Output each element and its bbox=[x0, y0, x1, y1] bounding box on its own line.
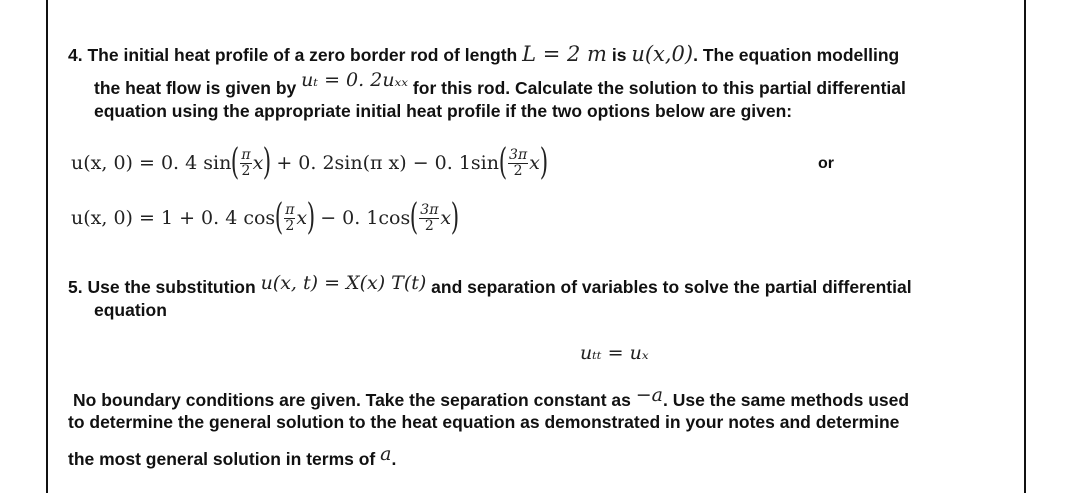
q4-line3: equation using the appropriate initial heat profile if the two options below are given: bbox=[94, 101, 793, 121]
right-paren: ) bbox=[306, 197, 316, 238]
q5-number: 5. bbox=[68, 277, 83, 297]
option1-frac1-den: 2 bbox=[241, 162, 251, 179]
right-paren: ) bbox=[450, 197, 460, 238]
q5-line1-text: Use the substitution bbox=[87, 277, 256, 297]
q5-line1 bbox=[68, 272, 912, 298]
option1-lhs: u(x, 0) = 0. 4 sin bbox=[71, 152, 232, 174]
option2-frac1-den: 2 bbox=[285, 217, 295, 234]
option2-frac1-num: π bbox=[285, 201, 295, 218]
left-paren: ( bbox=[274, 197, 284, 238]
option2-lhs: u(x, 0) = 1 + 0. 4 cos bbox=[71, 207, 276, 229]
q4-line2-end: for this rod. Calculate the solution to this partial differential bbox=[412, 78, 906, 98]
q5-para3-end: . bbox=[391, 449, 397, 469]
q5-para1 bbox=[73, 384, 910, 411]
q4-line1 bbox=[68, 42, 899, 66]
q4-line1-text: The initial heat profile of a zero border rod of length bbox=[87, 45, 518, 65]
q5-line1-end: and separation of variables to solve the partial differential bbox=[431, 277, 912, 297]
option1-frac1-num: π bbox=[241, 146, 251, 163]
q4-number: 4. bbox=[68, 45, 83, 65]
option2-var2: x bbox=[440, 207, 452, 229]
q5-sub-math: u(x, t) = X(x) T(t) bbox=[260, 272, 427, 294]
option1-equation bbox=[71, 140, 548, 186]
q4-line2-text: the heat flow is given by bbox=[94, 78, 297, 98]
left-paren: ( bbox=[231, 142, 240, 183]
option2-frac2 bbox=[419, 203, 439, 233]
option2-equation bbox=[71, 195, 459, 241]
option2-middle: − 0. 1cos bbox=[320, 207, 411, 229]
option1-frac1 bbox=[240, 148, 251, 178]
q4-line1-end: . The equation modelling bbox=[693, 45, 900, 65]
q4-length-math: L = 2 m bbox=[522, 42, 607, 66]
right-paren: ) bbox=[539, 142, 549, 183]
q4-is-text: is bbox=[611, 45, 627, 65]
q5-const-math: −a bbox=[635, 384, 663, 406]
option2-frac2-den: 2 bbox=[424, 217, 434, 234]
q5-a-math: a bbox=[380, 443, 392, 465]
option2-frac2-num: 3π bbox=[420, 201, 439, 218]
left-paren: ( bbox=[410, 197, 419, 238]
option1-frac3-num: 3π bbox=[509, 146, 528, 163]
left-paren: ( bbox=[498, 142, 508, 183]
q4-pde-math: uₜ = 0. 2uₓₓ bbox=[301, 69, 409, 91]
q5-pde-math: uₜₜ = uₓ bbox=[580, 342, 649, 364]
option2-frac1 bbox=[284, 203, 295, 233]
q5-line2: equation bbox=[94, 300, 167, 320]
q5-para1-end: . Use the same methods used bbox=[662, 390, 910, 410]
q4-profile-math: u(x,0) bbox=[631, 42, 694, 66]
q5-para1-text: No boundary conditions are given. Take the separation constant as bbox=[73, 390, 631, 410]
q5-para3-text: the most general solution in terms of bbox=[68, 449, 376, 469]
option2-var1: x bbox=[296, 207, 308, 229]
option1-var1: x bbox=[252, 152, 264, 174]
q5-para3 bbox=[68, 443, 397, 470]
or-label: or bbox=[818, 155, 834, 172]
right-paren: ) bbox=[263, 142, 272, 183]
q4-line2 bbox=[94, 69, 906, 99]
option1-var3: x bbox=[529, 152, 540, 174]
option1-middle: + 0. 2sin(π x) − 0. 1sin bbox=[276, 152, 499, 174]
option1-frac3-den: 2 bbox=[513, 162, 523, 179]
option1-frac3 bbox=[508, 148, 528, 178]
q5-para2: to determine the general solution to the heat equation as demonstrated in your notes and determine bbox=[68, 412, 900, 432]
